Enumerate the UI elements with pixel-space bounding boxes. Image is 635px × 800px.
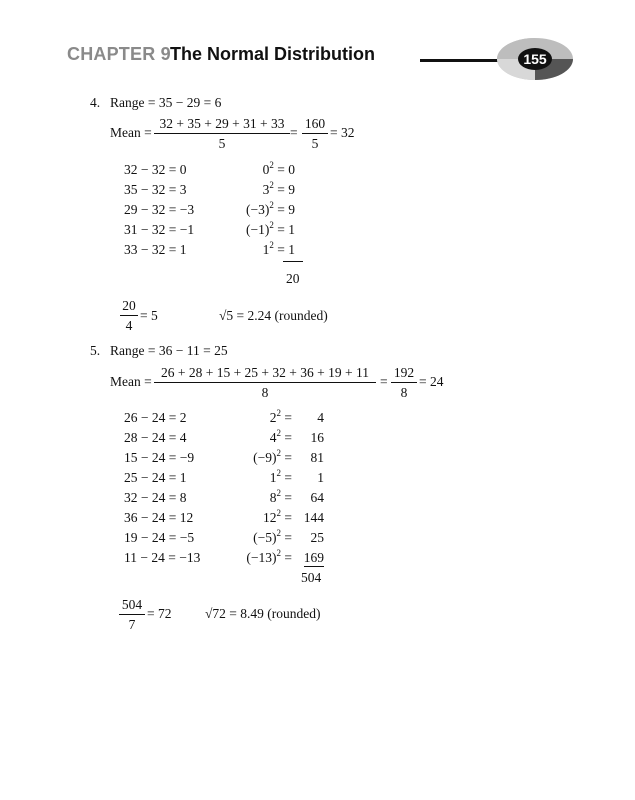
problem4-sum-numerator: 160 [304, 116, 326, 131]
problem4-mean-denominator: 5 [218, 136, 226, 151]
problem5-equals: = [380, 374, 388, 389]
problem4-sum-denominator: 5 [311, 136, 319, 151]
problem5-diff: 26 − 24 = 2 [124, 410, 187, 425]
problem5-variance-result: = 72 [147, 606, 172, 621]
problem4-square: $(-1)^2 = 1$ [246, 220, 295, 237]
problem4-diff: 31 − 32 = −1 [124, 222, 195, 237]
problem5-mean-label: Mean = [110, 374, 152, 389]
problem4-std-dev: √5 = 2.24 (rounded) [219, 308, 328, 323]
problem4-mean-fraction [154, 116, 290, 152]
problem5-mean-fraction [154, 365, 376, 401]
problem4-diff: 33 − 32 = 1 [124, 242, 187, 257]
problem5-sum-fraction [391, 365, 417, 401]
problem5-mean-numerator: 26 + 28 + 15 + 25 + 32 + 36 + 19 + 11 [160, 365, 370, 380]
problem5-diff: 32 − 24 = 8 [124, 490, 187, 505]
problem5-sum: 504 [301, 570, 322, 585]
problem5-diff: 15 − 24 = −9 [124, 450, 195, 465]
problem4-variance-result: = 5 [140, 308, 158, 323]
problem5-diff: 25 − 24 = 1 [124, 470, 187, 485]
problem5-variance-fraction: 504 7 [119, 597, 145, 633]
problem4-number: 4. [90, 95, 101, 110]
problem5-diff: 19 − 24 = −5 [124, 530, 195, 545]
problem5-sum-numerator: 192 [393, 365, 415, 380]
problem4-diff: 29 − 32 = −3 [124, 202, 195, 217]
problem4-square: $0^2 = 0$ [262, 160, 295, 177]
problem4-square: $3^2 = 9$ [262, 180, 295, 197]
problem4-mean-result: = 32 [330, 125, 355, 140]
problem5-number: 5. [90, 343, 101, 358]
problem4-variance-fraction: 20 4 [120, 298, 138, 334]
problem4-diff: 32 − 32 = 0 [124, 162, 187, 177]
problem4-mean-label: Mean = [110, 125, 152, 140]
problem4-sum-fraction [302, 116, 328, 152]
problem4-mean-numerator: 32 + 35 + 29 + 31 + 33 [159, 116, 285, 131]
problem4-equals: = [290, 125, 298, 140]
problem5-range: Range = 36 − 11 = 25 [110, 343, 228, 358]
problem5-diff: 36 − 24 = 12 [124, 510, 194, 525]
chapter-title: The Normal Distribution [170, 44, 376, 64]
page-number-badge [495, 37, 575, 81]
problem4-diff: 35 − 32 = 3 [124, 182, 187, 197]
problem5-mean-result: = 24 [419, 374, 444, 389]
page-number: 155 [523, 51, 547, 67]
chapter-label: CHAPTER 9 [67, 44, 171, 64]
problem5-diff: 28 − 24 = 4 [124, 430, 187, 445]
problem4-sum-rule [283, 261, 303, 262]
problem4-square: $(-3)^2 = 9$ [246, 200, 295, 217]
problem4-sum: 20 [286, 271, 300, 286]
problem5-diff: 11 − 24 = −13 [124, 550, 201, 565]
problem4-range: Range = 35 − 29 = 6 [110, 95, 222, 110]
problem4-square: $1^2 = 1$ [262, 240, 295, 257]
problem5-std-dev: √72 = 8.49 (rounded) [205, 606, 321, 621]
problem5-sum-denominator: 8 [400, 385, 408, 400]
problem5-mean-denominator: 8 [261, 385, 269, 400]
